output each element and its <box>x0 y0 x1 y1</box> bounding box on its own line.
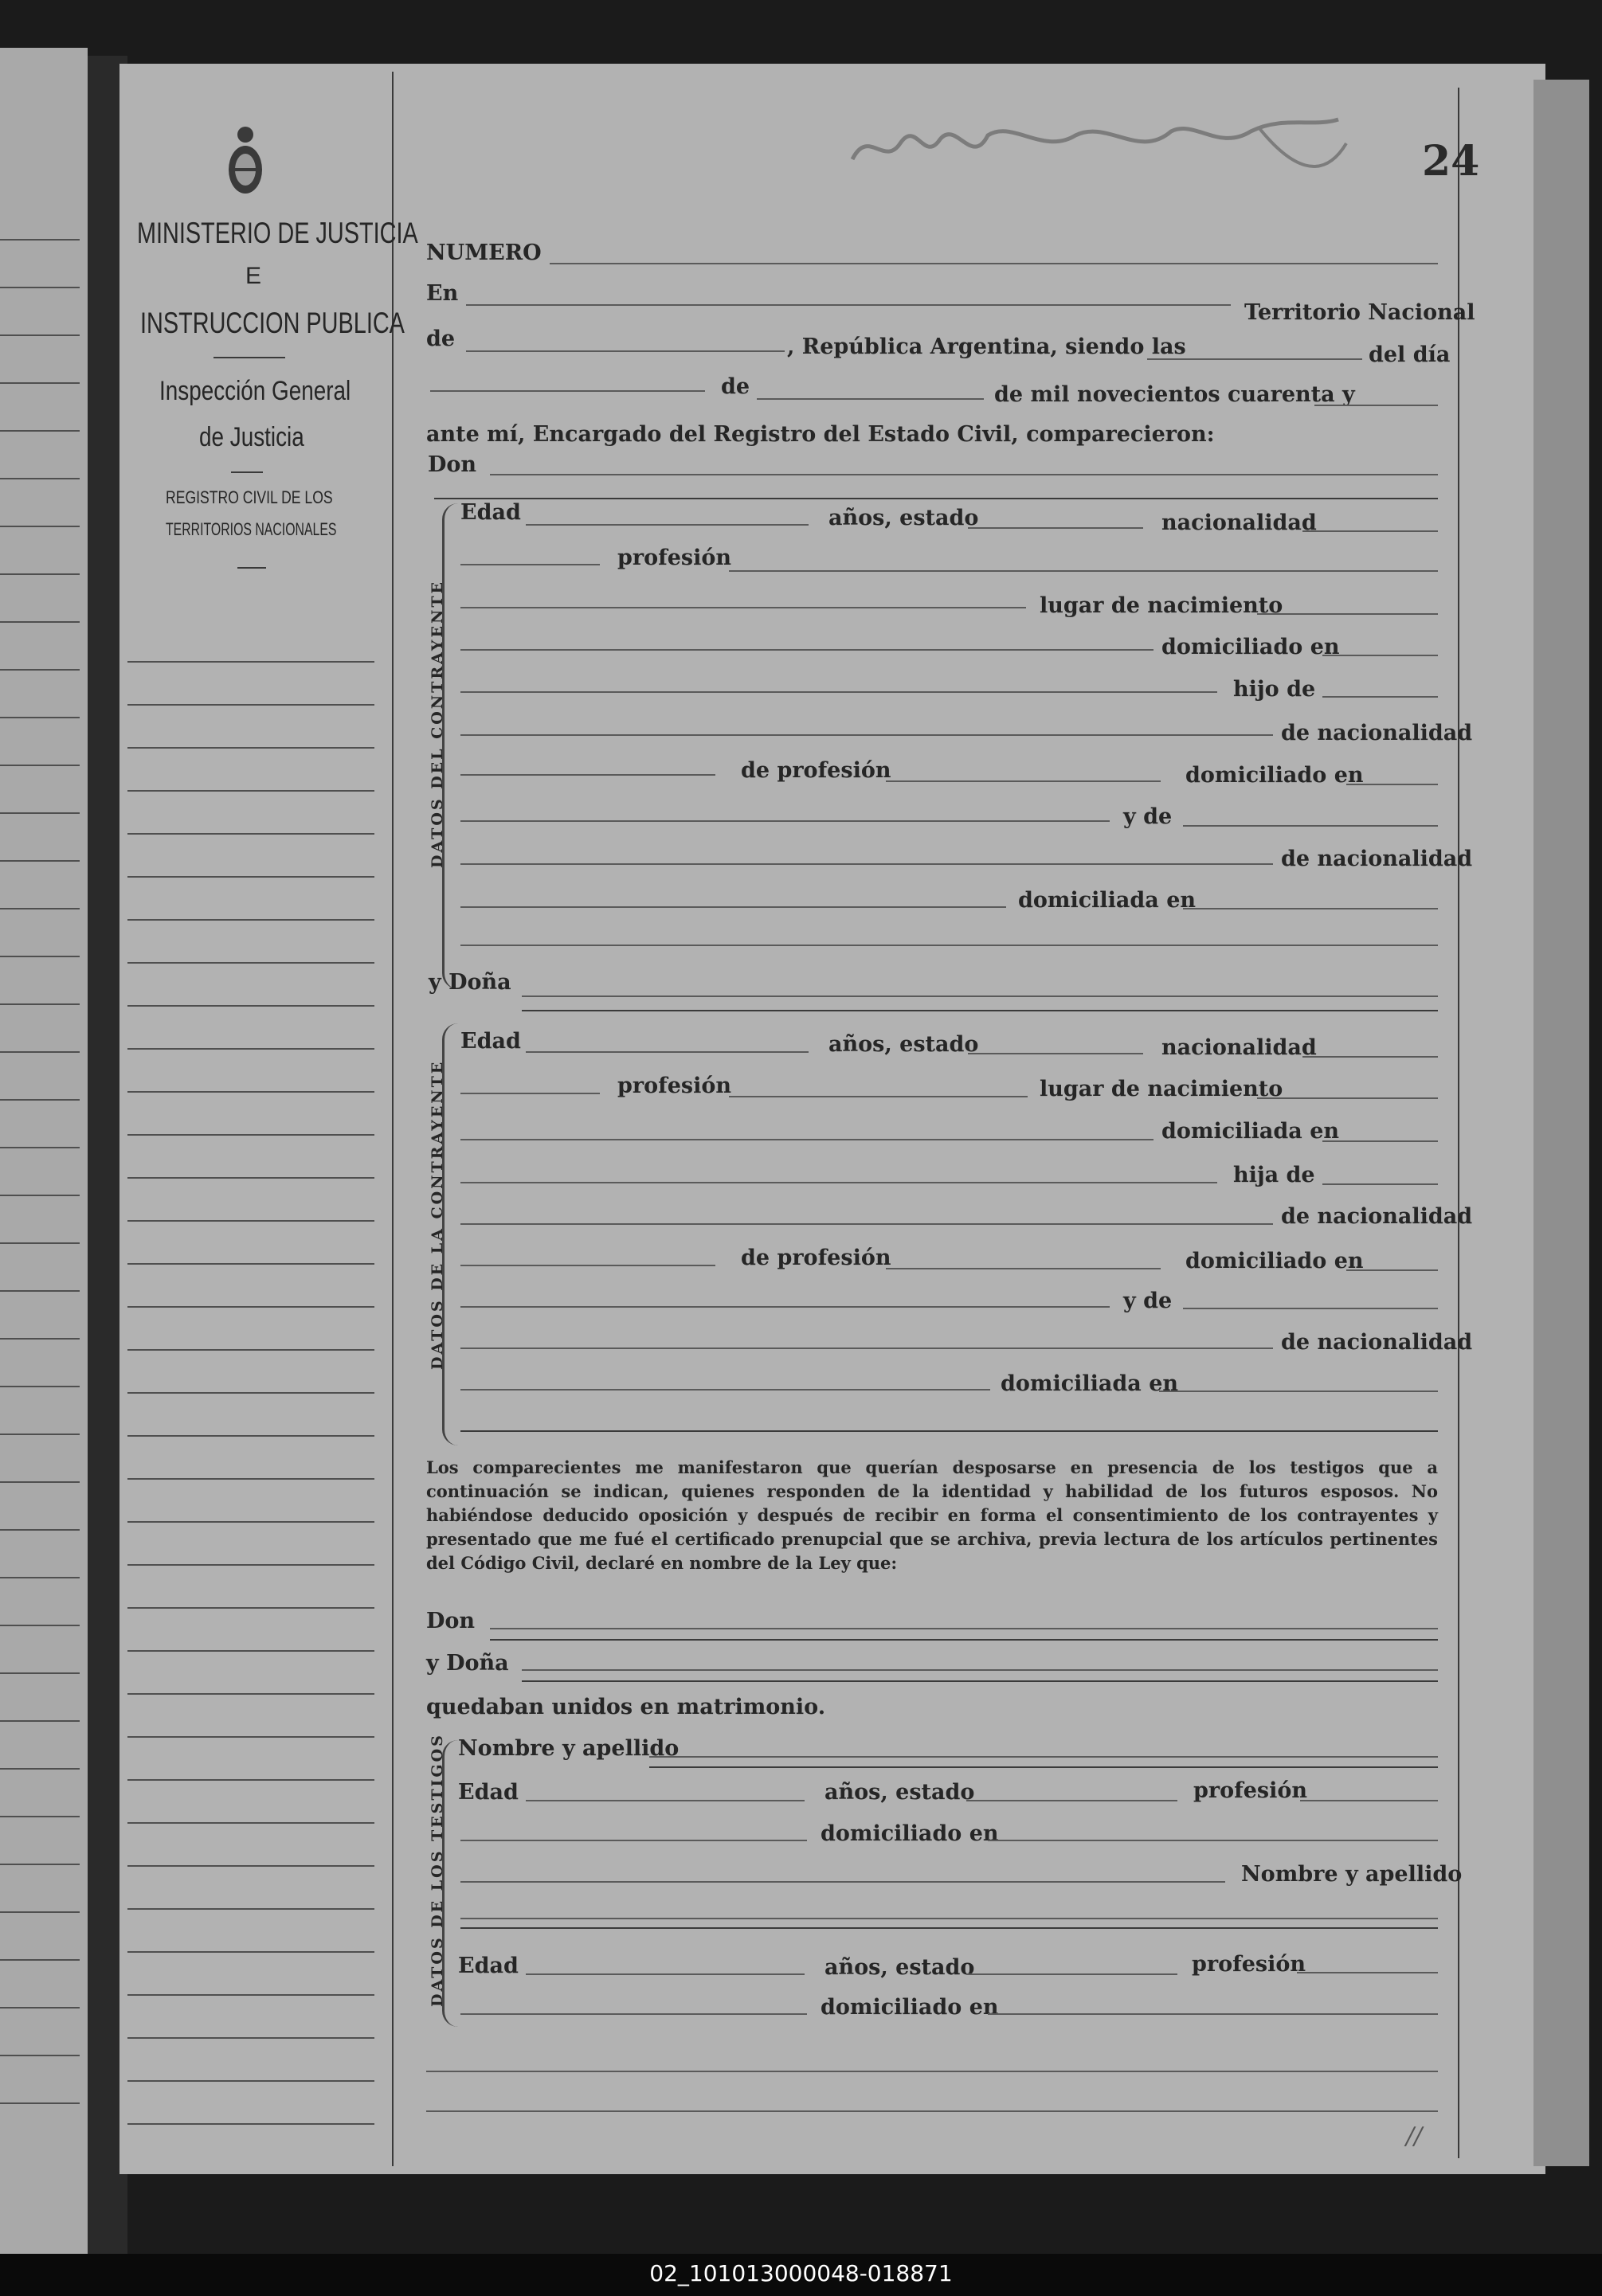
bride-hija-de: hija de <box>1233 1163 1315 1187</box>
groom-de-nacionalidad2: de nacionalidad <box>1281 847 1473 871</box>
ministry-line3: INSTRUCCION PUBLICA <box>140 307 405 339</box>
union-don: Don <box>426 1609 476 1633</box>
ministry-line1: MINISTERIO DE JUSTICIA <box>137 217 418 249</box>
label-en: En <box>426 281 459 306</box>
label-de: de <box>426 327 456 351</box>
groom-domiciliado-en: domiciliado en <box>1161 635 1340 659</box>
witness1-anios-estado: años, estado <box>825 1780 975 1805</box>
label-ante: ante mí, Encargado del Registro del Estado Civil, comparecieron: <box>426 422 1215 447</box>
groom-de-nacionalidad: de nacionalidad <box>1281 721 1473 745</box>
registry-line2: TERRITORIOS NACIONALES <box>166 519 337 539</box>
label-don: Don <box>428 452 477 477</box>
witness2-nombre: Nombre y apellido <box>1241 1862 1463 1887</box>
handwritten-annotation <box>836 96 1362 199</box>
bride-de-profesion: de profesión <box>741 1246 891 1270</box>
bride-domiciliado-en: domiciliado en <box>1185 1249 1364 1273</box>
groom-profesion: profesión <box>617 546 732 570</box>
ministry-line2: E <box>245 263 262 289</box>
groom-y-de: y de <box>1123 804 1173 829</box>
registry-line1: REGISTRO CIVIL DE LOS <box>166 487 333 507</box>
witness1-nombre: Nombre y apellido <box>458 1736 680 1761</box>
groom-hijo-de: hijo de <box>1233 677 1316 702</box>
bride-domiciliada-en: domiciliada en <box>1161 1119 1340 1144</box>
page-edge-stack <box>1533 80 1589 2166</box>
bride-domiciliada-en2: domiciliada en <box>1001 1371 1179 1396</box>
right-border <box>1458 88 1459 2158</box>
witness2-profesion: profesión <box>1192 1952 1306 1977</box>
union-quedaban: quedaban unidos en matrimonio. <box>426 1695 826 1719</box>
groom-anios-estado: años, estado <box>828 506 979 530</box>
witness2-edad: Edad <box>458 1954 519 1978</box>
label-del-dia: del día <box>1369 342 1451 367</box>
coat-of-arms-icon <box>225 123 265 203</box>
bride-profesion: profesión <box>617 1074 732 1098</box>
inspection-line1: Inspección General <box>159 376 351 406</box>
bride-anios-estado: años, estado <box>828 1032 979 1057</box>
margin-divider <box>392 72 394 2166</box>
bride-lugar-nacimiento: lugar de nacimiento <box>1040 1077 1283 1101</box>
bride-side-label: DATOS DE LA CONTRAYENTE <box>429 1059 446 1370</box>
declaration-paragraph: Los comparecientes me manifestaron que querían desposarse en presencia de los testigos que a continuación se indican, quienes responden de la identidad y habilidad de los futuros esposos. No habiéndose deducido oposición y después de recibir en forma el consentimiento de los contrayentes y presentado que me fué el certificado prenupcial que se archiva, previa lectura de los artículos pertinentes del Código Civil, declaré en nombre de la Ley que: <box>426 1457 1438 1573</box>
witness1-domiciliado-en: domiciliado en <box>821 1821 999 1846</box>
groom-nacionalidad: nacionalidad <box>1161 510 1317 535</box>
witness2-anios-estado: años, estado <box>825 1955 975 1980</box>
image-id-stamp: 02_101013000048-018871 <box>649 2260 953 2286</box>
inspection-line2: de Justicia <box>199 422 304 452</box>
previous-page-edge <box>0 48 88 2254</box>
bride-de-nacionalidad2: de nacionalidad <box>1281 1330 1473 1355</box>
witness1-edad: Edad <box>458 1780 519 1805</box>
witness2-domiciliado-en: domiciliado en <box>821 1995 999 2020</box>
label-territorio: Territorio Nacional <box>1244 300 1475 325</box>
groom-edad: Edad <box>460 500 521 525</box>
groom-lugar-nacimiento: lugar de nacimiento <box>1040 593 1283 618</box>
label-de2: de <box>721 374 750 399</box>
footer-mark: // <box>1406 2122 1423 2150</box>
label-y-dona: y Doña <box>429 970 511 995</box>
bride-edad: Edad <box>460 1029 521 1054</box>
groom-domiciliado-en2: domiciliado en <box>1185 763 1364 788</box>
witnesses-side-label: DATOS DE LOS TESTIGOS <box>429 1733 446 2007</box>
label-numero: NUMERO <box>426 241 542 265</box>
groom-side-label: DATOS DEL CONTRAYENTE <box>429 580 446 868</box>
label-mil: de mil novecientos cuarenta y <box>994 382 1355 407</box>
witness1-profesion: profesión <box>1193 1778 1308 1803</box>
union-y-dona: y Doña <box>426 1651 509 1676</box>
bride-nacionalidad: nacionalidad <box>1161 1035 1317 1060</box>
groom-domiciliada-en: domiciliada en <box>1018 888 1197 913</box>
page-number: 24 <box>1422 137 1480 186</box>
groom-de-profesion: de profesión <box>741 758 891 783</box>
bride-y-de: y de <box>1123 1289 1173 1313</box>
bride-de-nacionalidad: de nacionalidad <box>1281 1204 1473 1229</box>
label-republica: , República Argentina, siendo las <box>787 334 1186 359</box>
